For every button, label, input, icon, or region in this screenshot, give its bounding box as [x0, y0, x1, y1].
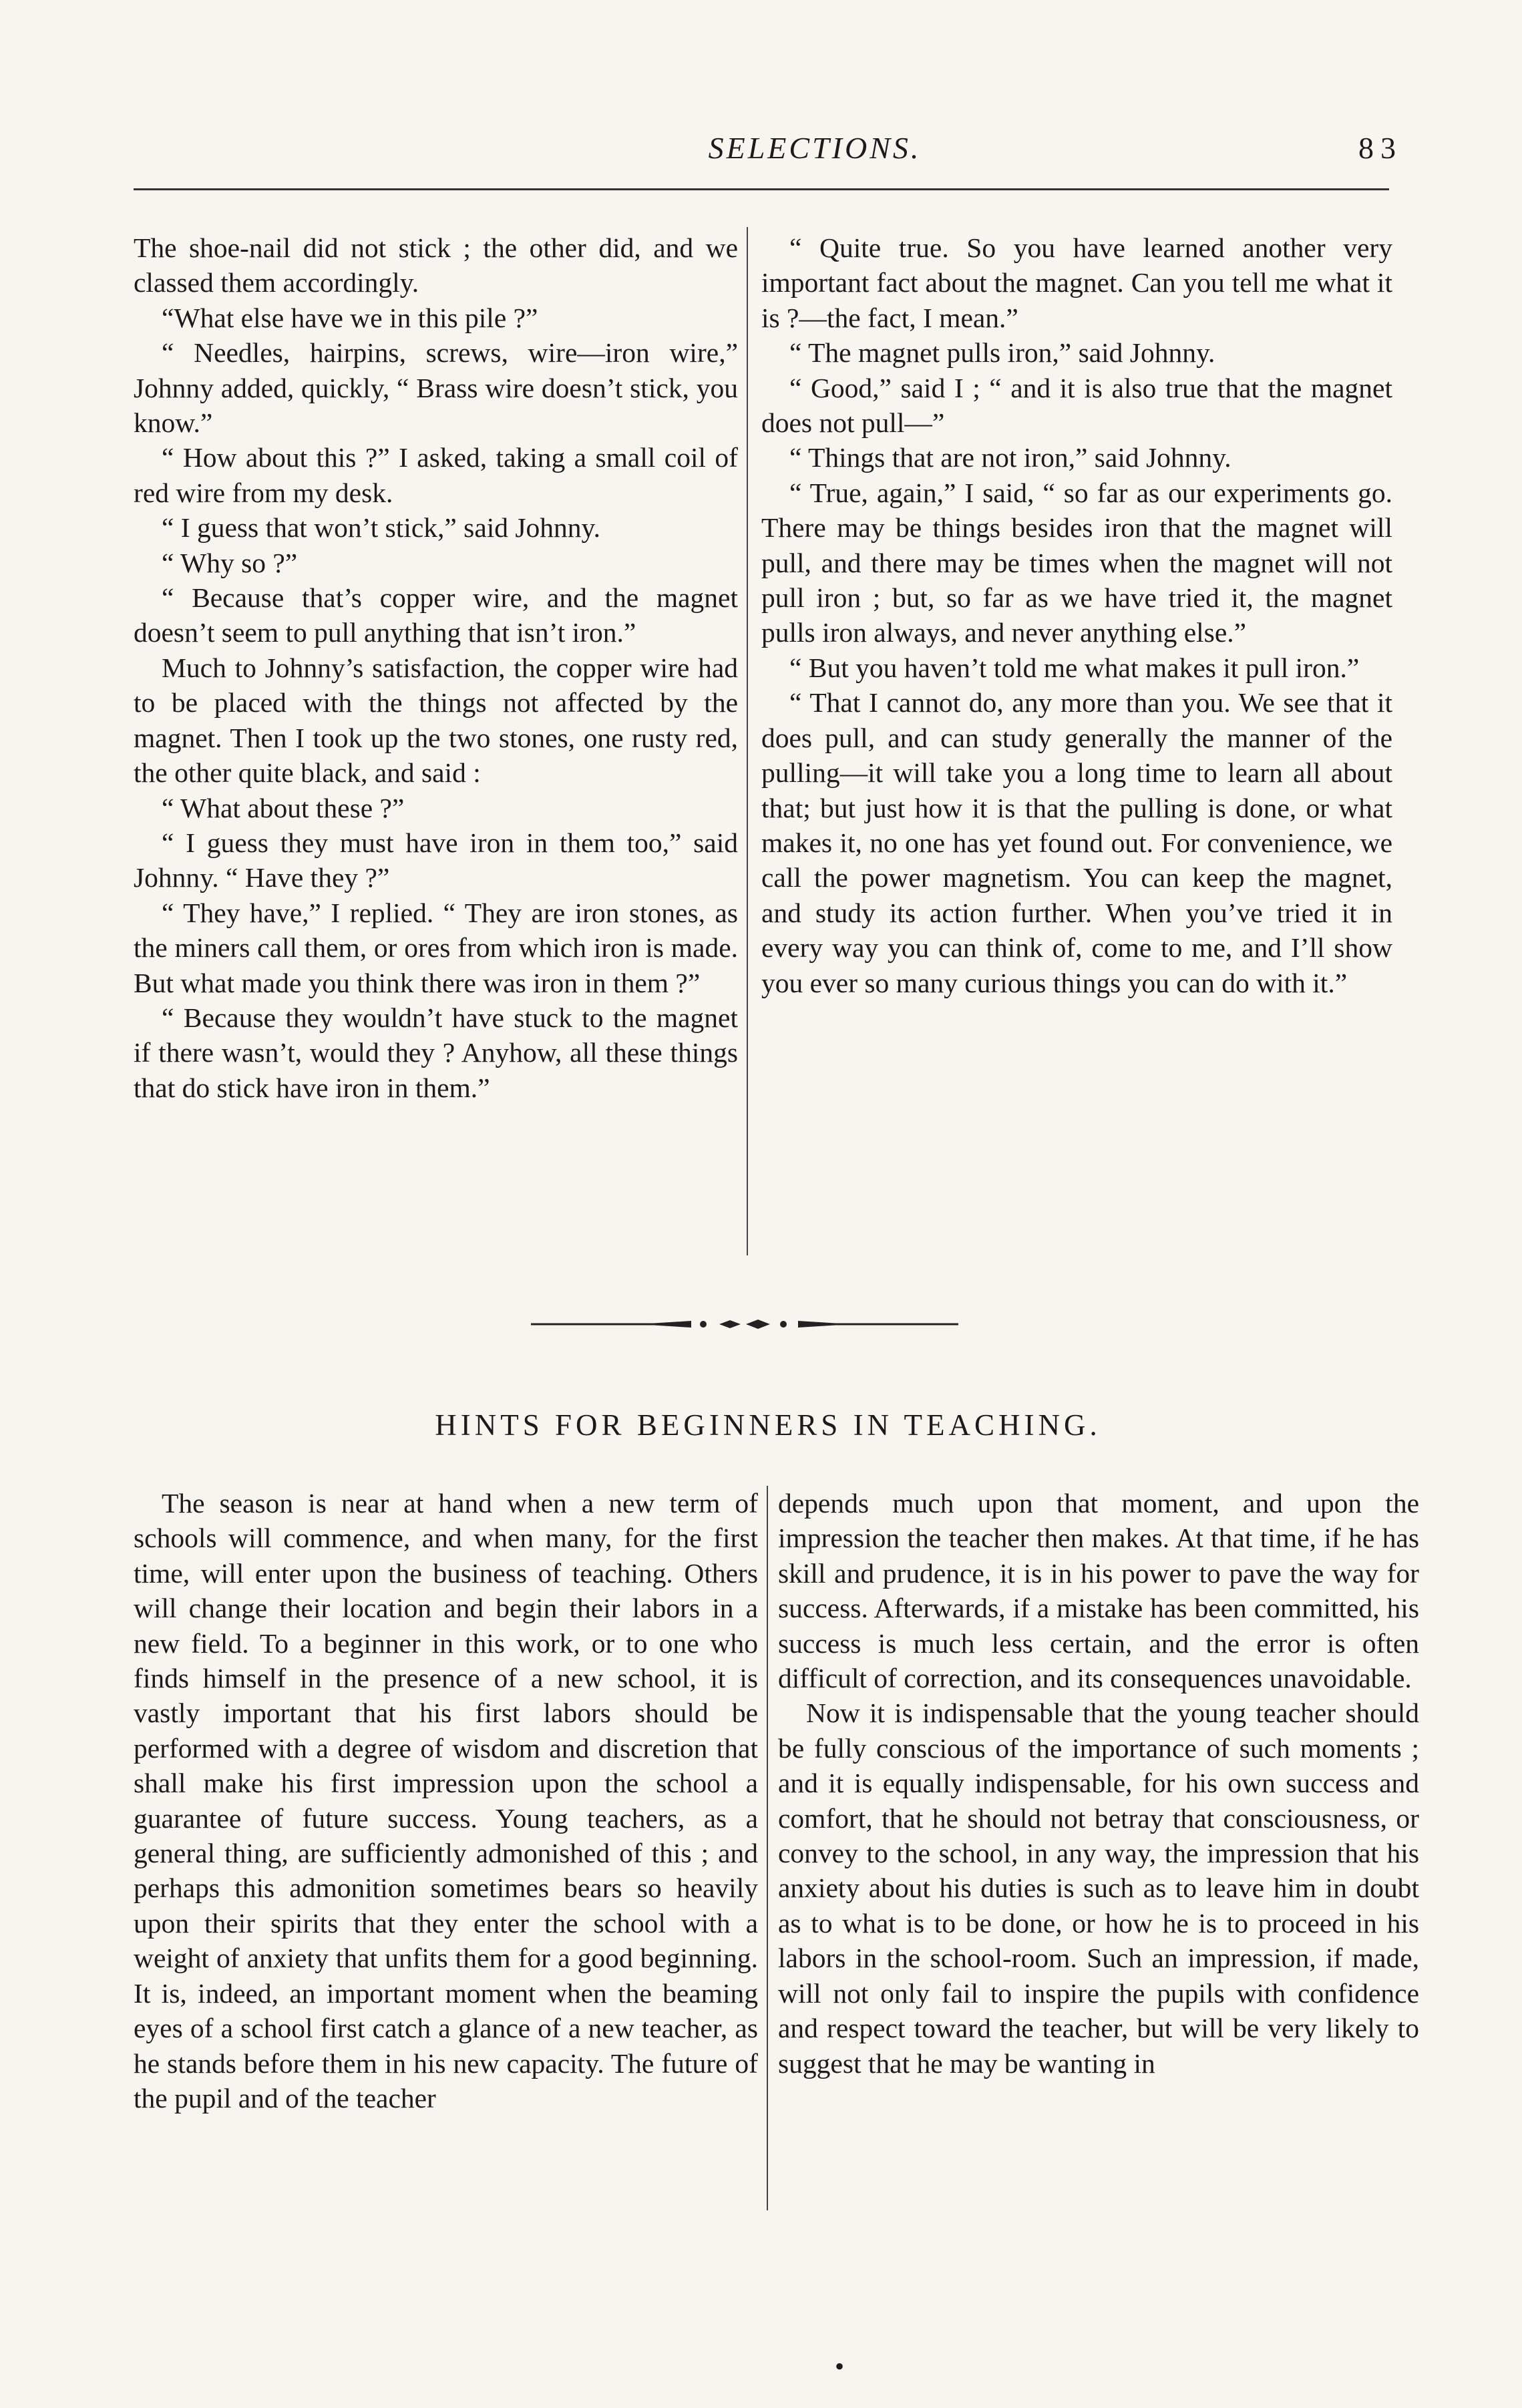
running-head: SELECTIONS.	[708, 131, 922, 165]
paragraph: “ The magnet pulls iron,” said Johnny.	[789, 337, 1215, 369]
paragraph: “ Quite true. So you have learned another very important fact about the magnet. Can you tell me what it is ?—the fact, I mean.”	[761, 232, 1392, 333]
page-number: 83	[1358, 131, 1402, 165]
paragraph: “ I guess that won’t stick,” said Johnny.	[162, 512, 600, 544]
paragraph: “ Because that’s copper wire, and the magnet doesn’t seem to pull anything that isn’t iron.”	[134, 582, 738, 648]
paragraph: “ What about these ?”	[162, 792, 405, 823]
column-divider	[747, 227, 748, 1255]
article-2-right-column	[778, 1486, 1419, 2081]
article-1-right-column	[761, 230, 1392, 1000]
page-header	[134, 130, 1402, 177]
paragraph: “ Needles, hairpins, screws, wire—iron wire,” Johnny added, quickly, “ Brass wire doesn’t stick, you know.”	[134, 337, 738, 439]
section-ornament	[531, 1314, 958, 1334]
paragraph: depends much upon that moment, and upon the impression the teacher then makes. At that time, if he has skill and prudence, it is in his power to pave the way for success. Afterwards, if a mistake has been committed, his success is much less certain, and the error is often difficult of correction, and its consequences unavoidable.	[778, 1488, 1419, 1694]
article-title: HINTS FOR BEGINNERS IN TEACHING.	[435, 1408, 1101, 1442]
column-divider	[767, 1486, 768, 2210]
paragraph: The season is near at hand when a new term of schools will commence, and when many, for the first time, will enter upon the business of teaching. Others will change their location and begin their labors in a new field. To a beginner in this work, or to one who finds himself in the presence of a new school, it is vastly important that his first labors should be performed with a degree of wisdom and discretion that shall make his first impression upon the school a guarantee of future success. Young teachers, as a general thing, are sufficiently admonished of this ; and perhaps this admonition sometimes bears so heavily upon their spirits that they enter the school with a weight of anxiety that unfits them for a good beginning. It is, indeed, an important moment when the beaming eyes of a school first catch a glance of a new teacher, as he stands before them in his new capacity. The future of the pupil and of the teacher	[134, 1488, 758, 2114]
article-1-left-column	[134, 230, 738, 1105]
paragraph: “ I guess they must have iron in them too,” said Johnny. “ Have they ?”	[134, 827, 738, 893]
paragraph: “ How about this ?” I asked, taking a small coil of red wire from my desk.	[134, 442, 738, 508]
article-2-left-column	[134, 1486, 758, 2116]
paragraph: Much to Johnny’s satisfaction, the copper wire had to be placed with the things not affected by the magnet. Then I took up the two stones, one rusty red, the other quite black, and said :	[134, 652, 738, 789]
paragraph: “ Why so ?”	[162, 547, 298, 578]
paragraph: Now it is indispensable that the young teacher should be fully conscious of the importance of such moments ; and it is equally indispensable, for his own success and comfort, that he should not betray that consciousness, or convey to the school, in any way, the impression that his anxiety about his duties is such as to leave him in doubt as to what is to be done, or how he is to proceed in his labors in the school-room. Such an impression, if made, will not only fail to inspire the pupils with confidence and respect toward the teacher, but will be very likely to suggest that he may be wanting in	[778, 1697, 1419, 2079]
paragraph: “ That I cannot do, any more than you. We see that it does pull, and can study generally the manner of the pulling—it will take you a long time to learn all about that; but just how it is that the pulling is done, or what makes it, no one has yet found out. For convenience, we call the power magnetism. You can keep the magnet, and study its action further. When you’ve tried it in every way you can think of, come to me, and I’ll show you ever so many curious things you can do with it.”	[761, 687, 1392, 998]
paragraph: “ Good,” said I ; “ and it is also true that the magnet does not pull—”	[761, 372, 1392, 439]
footer-mark: •	[835, 2351, 845, 2381]
paragraph: “What else have we in this pile ?”	[162, 302, 538, 333]
paragraph: “ True, again,” I said, “ so far as our experiments go. There may be things besides iron that the magnet will pull, and there may be times when the magnet will not pull iron ; but, so far as we have tried it, the magnet pulls iron always, and never anything else.”	[761, 477, 1392, 648]
paragraph: “ Because they wouldn’t have stuck to the magnet if there wasn’t, would they ? Anyhow, all these things that do stick have iron in them.”	[134, 1002, 738, 1103]
paragraph: “ Things that are not iron,” said Johnny.	[789, 442, 1231, 473]
paragraph: “ But you haven’t told me what makes it pull iron.”	[789, 652, 1360, 683]
header-rule	[134, 188, 1389, 190]
paragraph: The shoe-nail did not stick ; the other did, and we classed them accordingly.	[134, 232, 738, 298]
paragraph: “ They have,” I replied. “ They are iron stones, as the miners call them, or ores from which iron is made. But what made you think there was iron in them ?”	[134, 897, 738, 998]
